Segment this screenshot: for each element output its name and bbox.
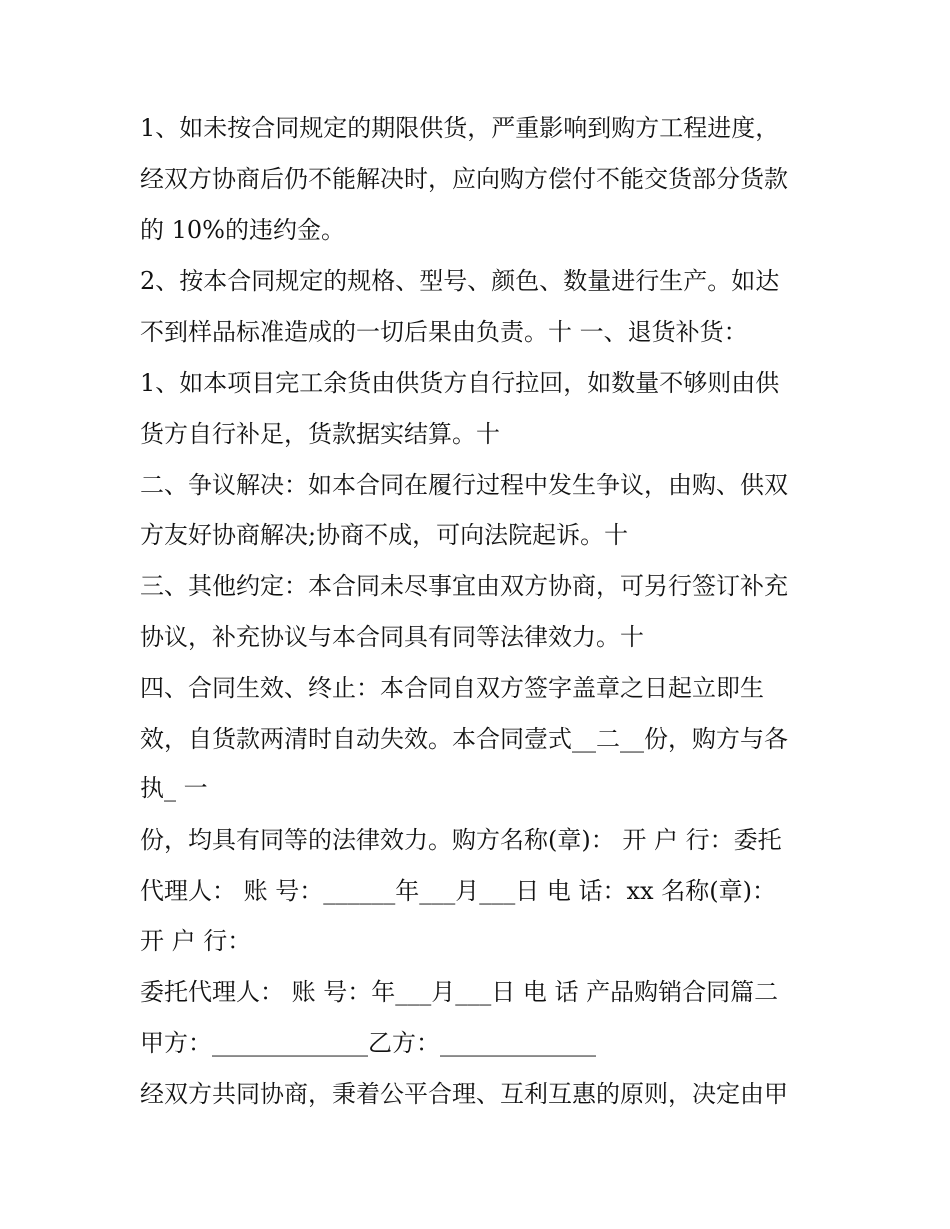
text-line: 1、如本项目完工余货由供货方自行拉回，如数量不够则由供	[140, 369, 780, 397]
text-line: 份，均具有同等的法律效力。购方名称(章)： 开 户 行：委托	[140, 826, 782, 854]
text-line: 二、争议解决：如本合同在履行过程中发生争议，由购、供双	[140, 471, 788, 499]
text-line: 委托代理人： 账 号：年___月___日 电 话 产品购销合同篇二	[140, 978, 779, 1006]
text-line: 执_ 一	[140, 774, 208, 802]
text-line: 经双方协商后仍不能解决时，应向购方偿付不能交货部分货款	[140, 165, 788, 193]
text-line: 不到样品标准造成的一切后果由负责。十 一、退货补货：	[140, 318, 748, 346]
text-line: 代理人： 账 号：______年___月___日 电 话：xx 名称(章)：	[140, 877, 776, 905]
text-line: 三、其他约定：本合同未尽事宜由双方协商，可另行签订补充	[140, 572, 788, 600]
text-line: 四、合同生效、终止：本合同自双方签字盖章之日起立即生	[140, 674, 764, 702]
text-line: 经双方共同协商，秉着公平合理、互利互惠的原则，决定由甲	[140, 1080, 788, 1108]
text-line: 货方自行补足，货款据实结算。十	[140, 420, 500, 448]
text-line: 协议，补充协议与本合同具有同等法律效力。十	[140, 623, 644, 651]
text-line: 方友好协商解决;协商不成，可向法院起诉。十	[140, 521, 629, 549]
text-line: 效，自货款两清时自动失效。本合同壹式__二__份，购方与各	[140, 725, 788, 753]
text-line: 的 10%的违约金。	[140, 216, 345, 244]
text-line: 开 户 行：	[140, 927, 252, 955]
text-line: 1、如未按合同规定的期限供货，严重影响到购方工程进度，	[140, 114, 780, 142]
text-line: 甲方：_____________乙方：_____________	[140, 1029, 596, 1057]
text-line: 2、按本合同规定的规格、型号、颜色、数量进行生产。如达	[140, 267, 780, 295]
